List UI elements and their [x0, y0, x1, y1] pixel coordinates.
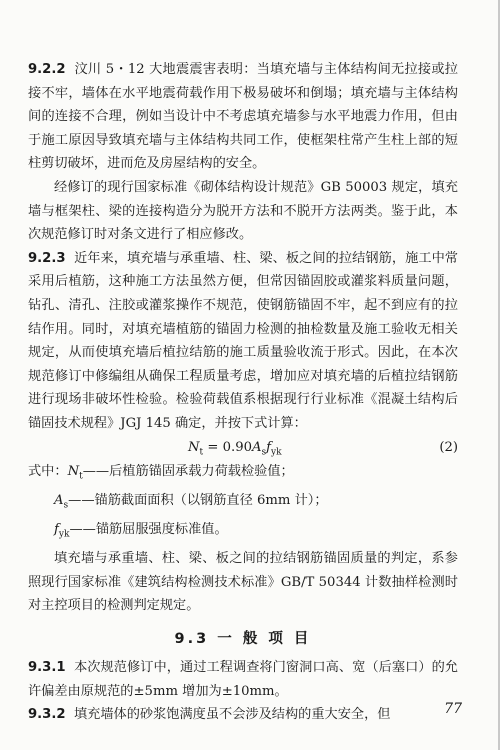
clause-9-3-2: [28, 703, 458, 727]
definition-desc: ——锚筋截面面积（以钢筋直径 6mm 计）；: [68, 492, 328, 508]
formula: [188, 436, 282, 465]
clause-text: 近年来，填充墙与承重墙、柱、梁、板之间的拉结钢筋，施工中常采用后植筋，这种施工方法虽然方便，但常因锚固胶或灌浆料质量问题，钻孔、清孔、注胶或灌浆操作不规范，使钢筋锚固不牢，起不到应有的拉结作用。同时，对填充墙植筋的锚固力检测的抽检数量及施工验收无相关规定，从而使填充墙后植拉结筋的施工质量验收流于形式。因此，在本次规范修订中修编组从确保工程质量考虑，增加应对填充墙的后植拉结钢筋进行现场非破坏性检验。检验荷载值系根据现行行业标准《混凝土结构后锚固技术规程》JGJ 145 确定，并按下式计算：: [28, 250, 458, 431]
definition-symbol: f: [54, 521, 59, 537]
formula-lhs-sub: t: [199, 447, 204, 458]
clause-number: 9.3.2: [28, 707, 66, 723]
page-number: 77: [444, 701, 462, 717]
clause-text: 本次规范修订中，通过工程调查将门窗洞口高、宽（后塞口）的允许偏差由原规范的±5mm 增加为±10mm。: [28, 659, 458, 699]
clause-number: 9.2.2: [28, 62, 66, 77]
formula-f: f: [266, 439, 272, 455]
clause-9-3-1: [28, 656, 458, 703]
clause-9-2-2-followup: 经修订的现行国家标准《砌体结构设计规范》GB 50003 规定，填充墙与框架柱、梁的连接构造分为脱开方法和不脱开方法两类。鉴于此，本次规范修订时对条文进行了相应修改。: [28, 179, 458, 243]
page-content: [28, 58, 458, 727]
definition-symbol: A: [54, 492, 64, 508]
clause-text: 填充墙体的砂浆饱满度虽不会涉及结构的重大安全，但: [73, 707, 391, 723]
clause-9-2-2: [28, 58, 458, 176]
formula-lhs: N: [188, 439, 200, 455]
definition-symbol-sub: yk: [58, 529, 70, 540]
definition-symbol-sub: t: [79, 471, 83, 482]
definition-desc: ——锚筋屈服强度标准值。: [69, 521, 228, 537]
definition-desc: ——后植筋锚固承载力荷载检验值；: [82, 463, 294, 479]
formula-a: A: [251, 439, 262, 455]
formula-equals: = 0.90: [203, 439, 252, 455]
clause-9-2-3: [28, 247, 458, 436]
clause-number: 9.3.1: [28, 659, 66, 675]
formula-a-sub: s: [261, 447, 267, 458]
definition-intro: 式中：: [28, 463, 68, 479]
clause-text: 汶川 5・12 大地震震害表明：当填充墙与主体结构间无拉接或拉接不牢，墙体在水平地震荷载作用下极易破坏和倒塌；填充墙与主体结构间的连接不合理，例如当设计中不考虑填充墙参与水平地震力作用，但由于施工原因导致填充墙与主体结构共同工作，使框架柱常产生柱上部的短柱剪切破坏，进而危及房屋结构的安全。: [28, 62, 458, 172]
formula-f-sub: yk: [271, 447, 282, 458]
equation-number: (2): [439, 439, 458, 455]
clause-number: 9.2.3: [28, 250, 66, 266]
definition-symbol: N: [67, 463, 80, 479]
definition-row-2: [28, 489, 458, 518]
section-heading: 9.3 一 般 项 目: [174, 630, 312, 647]
definition-row-3: [28, 518, 458, 547]
formula-row: [28, 436, 458, 460]
closing-paragraph: 填充墙与承重墙、柱、梁、板之间的拉结钢筋锚固质量的判定，系参照现行国家标准《建筑结构检测技术标准》GB/T 50344 计数抽样检测时对主控项目的检测判定规定。: [28, 551, 458, 614]
definition-symbol-sub: s: [63, 500, 69, 511]
